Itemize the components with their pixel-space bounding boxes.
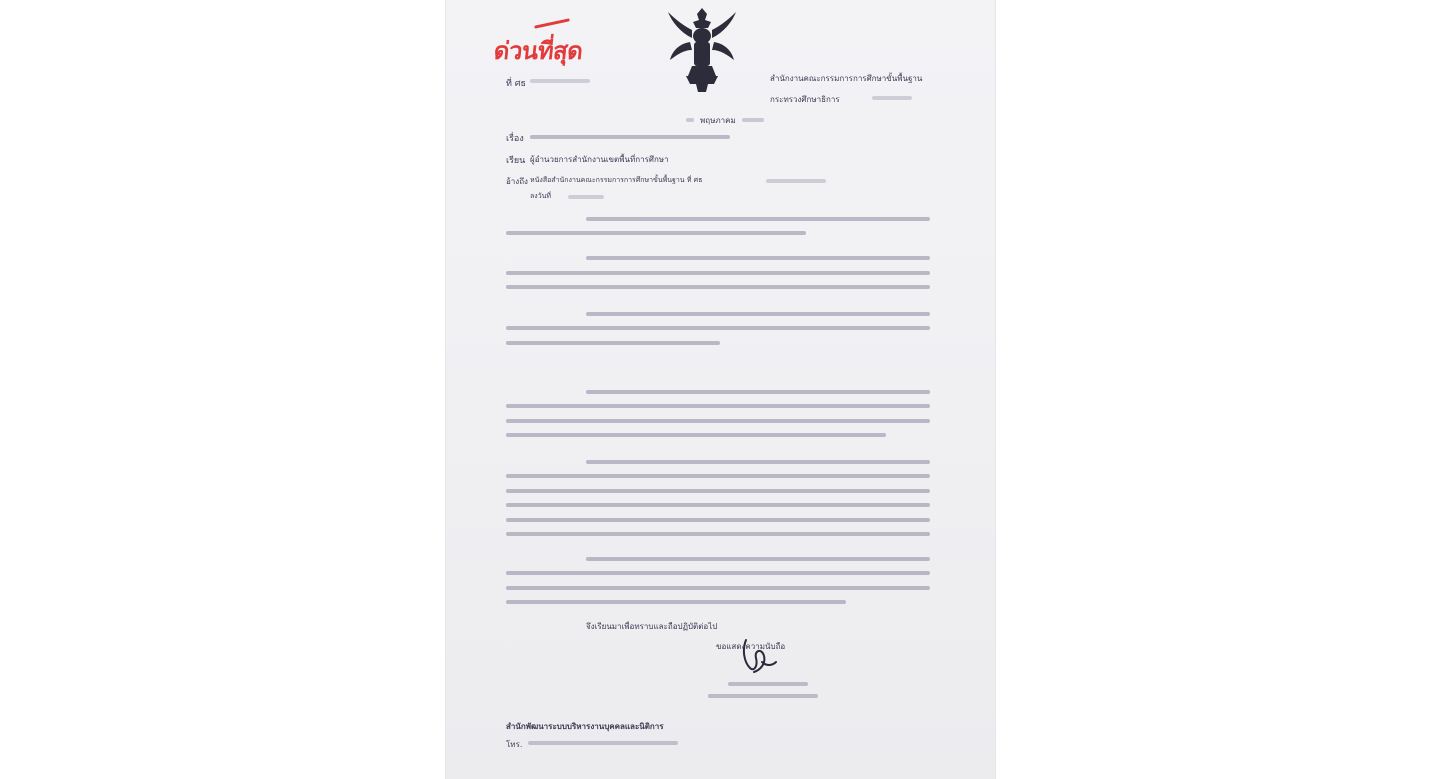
body-line — [506, 285, 930, 289]
to-label: เรียน — [506, 156, 526, 166]
body-line — [586, 312, 930, 316]
body-line — [506, 586, 930, 590]
body-line — [506, 518, 930, 522]
date-day — [686, 118, 694, 122]
reference-doc-number — [766, 179, 826, 183]
reference-doc-date-value — [568, 195, 604, 199]
urgency-stamp: ด่วนที่สุด — [492, 37, 584, 65]
body-line — [506, 489, 930, 493]
letter-page — [446, 0, 995, 779]
body-line — [506, 600, 846, 604]
subject-text — [530, 135, 730, 139]
body-line — [506, 503, 930, 507]
date-line: พฤษภาคม — [700, 116, 736, 125]
footer-contact-numbers — [528, 741, 678, 745]
body-line — [506, 419, 930, 423]
body-line — [506, 231, 806, 235]
closing-request: จึงเรียนมาเพื่อทราบและถือปฏิบัติต่อไป — [586, 622, 718, 631]
body-line — [506, 326, 930, 330]
date-year — [742, 118, 764, 122]
footer-office: สำนักพัฒนาระบบบริหารงานบุคคลและนิติการ — [506, 722, 664, 731]
signatory-name — [728, 682, 808, 686]
reference-number: ที่ ศธ — [506, 79, 526, 89]
body-line — [586, 460, 930, 464]
subject-label: เรื่อง — [506, 134, 524, 144]
body-line — [586, 256, 930, 260]
body-line — [506, 404, 930, 408]
body-line — [506, 341, 720, 345]
body-line — [506, 433, 886, 437]
reference-doc-label: อ้างถึง — [506, 177, 528, 186]
signatory-position — [708, 694, 818, 698]
body-line — [586, 390, 930, 394]
body-line — [506, 532, 930, 536]
sender-code-scribble — [872, 96, 912, 100]
body-line — [586, 217, 930, 221]
stamp-underline — [534, 18, 570, 28]
reference-number-scribble — [530, 79, 590, 83]
signature-icon — [740, 636, 780, 676]
body-line — [586, 557, 930, 561]
closing-salutation: ขอแสดงความนับถือ — [716, 642, 786, 651]
sender-org-line2: กระทรวงศึกษาธิการ — [770, 95, 840, 104]
footer-contact: โทร. — [506, 740, 523, 749]
to-text: ผู้อำนวยการสำนักงานเขตพื้นที่การศึกษา — [530, 155, 669, 164]
body-line — [506, 271, 930, 275]
sender-org-line1: สำนักงานคณะกรรมการการศึกษาขั้นพื้นฐาน — [770, 74, 923, 83]
reference-doc-date: ลงวันที่ — [530, 192, 552, 200]
body-line — [506, 474, 930, 478]
garuda-emblem-icon — [666, 2, 738, 94]
body-line — [506, 571, 930, 575]
reference-doc-text: หนังสือสำนักงานคณะกรรมการการศึกษาขั้นพื้นฐาน ที่ ศธ — [530, 176, 703, 184]
